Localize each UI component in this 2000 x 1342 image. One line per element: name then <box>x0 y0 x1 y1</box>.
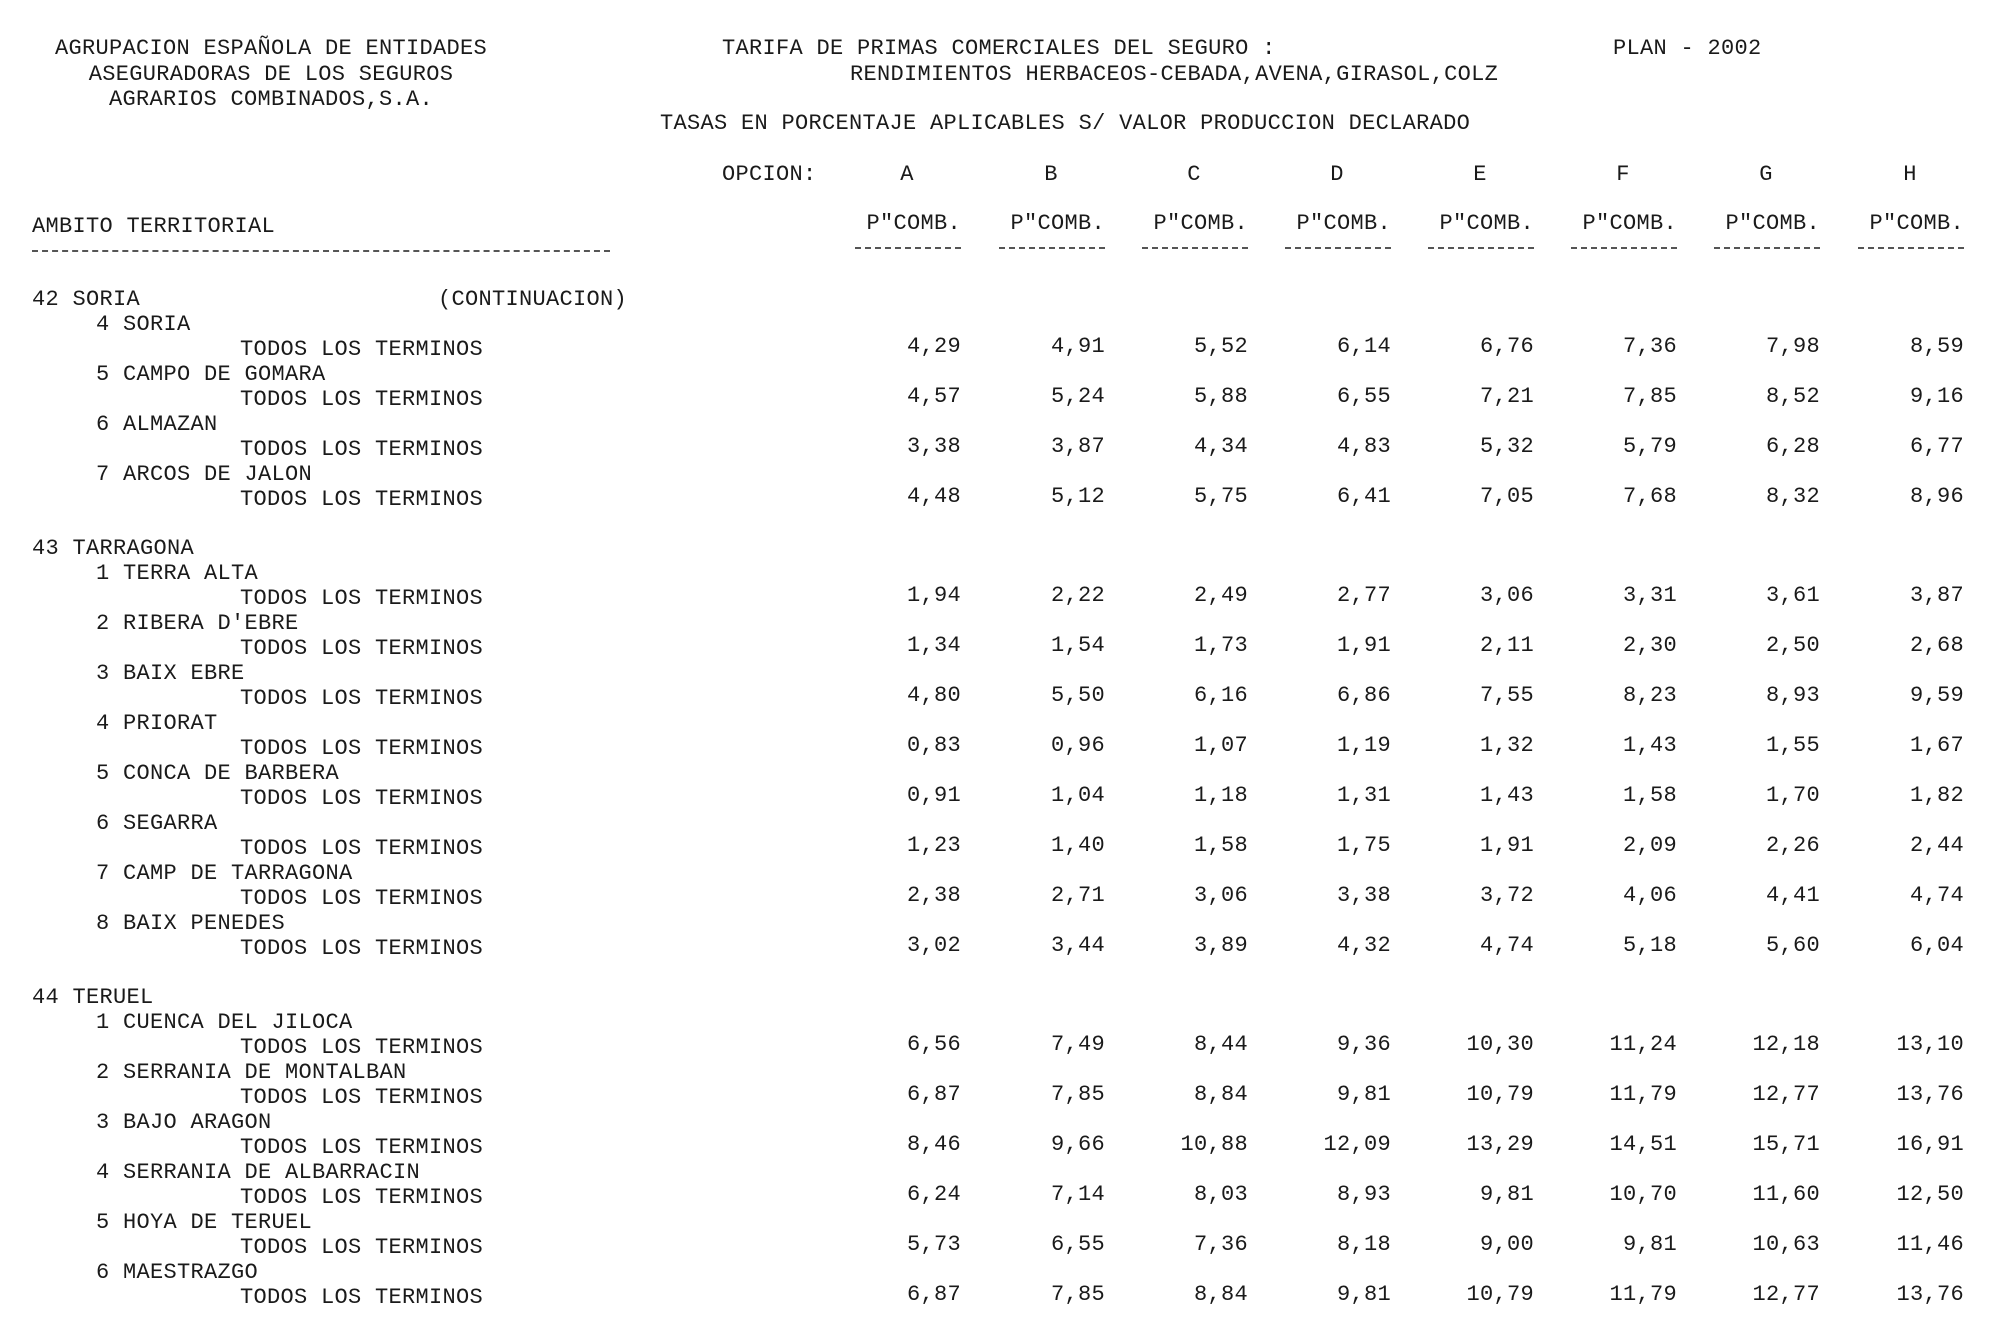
rate-cell-d: 8,93 <box>1336 1182 1391 1207</box>
tasas-heading: TASAS EN PORCENTAJE APLICABLES S/ VALOR PRODUCCION DECLARADO <box>660 111 1471 136</box>
comarca-name: 5 HOYA DE TERUEL <box>96 1210 313 1235</box>
column-header-f: P"COMB. <box>1582 211 1677 236</box>
rate-cell-g: 8,52 <box>1765 384 1820 409</box>
term-label: TODOS LOS TERMINOS <box>240 1035 484 1060</box>
option-letter-c: C <box>1187 162 1201 187</box>
rate-cell-h: 2,68 <box>1909 633 1964 658</box>
rate-cell-h: 9,59 <box>1909 683 1964 708</box>
comarca-name: 5 CAMPO DE GOMARA <box>96 362 326 387</box>
rate-cell-c: 8,03 <box>1193 1182 1248 1207</box>
term-label: TODOS LOS TERMINOS <box>240 487 484 512</box>
rate-cell-b: 7,49 <box>1050 1032 1105 1057</box>
rate-cell-h: 1,82 <box>1909 783 1964 808</box>
rate-cell-b: 9,66 <box>1050 1132 1105 1157</box>
rate-cell-g: 7,98 <box>1765 334 1820 359</box>
rate-cell-f: 11,24 <box>1609 1032 1677 1057</box>
comarca-name: 3 BAJO ARAGON <box>96 1110 272 1135</box>
comarca-name: 4 SERRANIA DE ALBARRACIN <box>96 1160 421 1185</box>
rate-cell-g: 6,28 <box>1765 434 1820 459</box>
province-heading: 42 SORIA <box>32 287 141 312</box>
rate-cell-h: 2,44 <box>1909 833 1964 858</box>
rate-cell-b: 3,44 <box>1050 933 1105 958</box>
province-heading: 43 TARRAGONA <box>32 536 195 561</box>
rate-cell-c: 8,84 <box>1193 1082 1248 1107</box>
rate-cell-f: 1,43 <box>1622 733 1677 758</box>
org-line-2: ASEGURADORAS DE LOS SEGUROS <box>88 62 454 87</box>
rate-cell-e: 10,30 <box>1466 1032 1534 1057</box>
rate-cell-h: 6,77 <box>1909 434 1964 459</box>
rate-cell-e: 4,74 <box>1479 933 1534 958</box>
rate-cell-a: 8,46 <box>906 1132 961 1157</box>
rate-cell-e: 7,05 <box>1479 484 1534 509</box>
rate-cell-c: 3,89 <box>1193 933 1248 958</box>
org-line-3: AGRARIOS COMBINADOS,S.A. <box>108 87 434 112</box>
rate-cell-b: 1,04 <box>1050 783 1105 808</box>
comarca-name: 7 ARCOS DE JALON <box>96 462 313 487</box>
rate-cell-g: 11,60 <box>1752 1182 1820 1207</box>
rate-cell-a: 0,83 <box>906 733 961 758</box>
rate-cell-d: 12,09 <box>1323 1132 1391 1157</box>
option-letter-h: H <box>1903 162 1917 187</box>
rate-cell-a: 6,24 <box>906 1182 961 1207</box>
rate-cell-a: 3,02 <box>906 933 961 958</box>
rate-cell-g: 3,61 <box>1765 583 1820 608</box>
rate-cell-e: 7,21 <box>1479 384 1534 409</box>
org-line-1: AGRUPACION ESPAÑOLA DE ENTIDADES <box>54 36 488 61</box>
rate-cell-b: 3,87 <box>1050 434 1105 459</box>
rate-cell-d: 2,77 <box>1336 583 1391 608</box>
rate-cell-h: 13,10 <box>1896 1032 1964 1057</box>
column-header-c: P"COMB. <box>1153 211 1248 236</box>
term-label: TODOS LOS TERMINOS <box>240 786 484 811</box>
rate-cell-e: 1,43 <box>1479 783 1534 808</box>
plan-label: PLAN - 2002 <box>1613 36 1762 61</box>
rate-cell-e: 6,76 <box>1479 334 1534 359</box>
column-underline-h <box>1858 247 1964 249</box>
option-letter-b: B <box>1044 162 1058 187</box>
term-label: TODOS LOS TERMINOS <box>240 1085 484 1110</box>
term-label: TODOS LOS TERMINOS <box>240 586 484 611</box>
rate-cell-c: 5,75 <box>1193 484 1248 509</box>
rate-cell-a: 4,80 <box>906 683 961 708</box>
comarca-name: 1 CUENCA DEL JILOCA <box>96 1010 353 1035</box>
rate-cell-f: 7,85 <box>1622 384 1677 409</box>
comarca-name: 4 SORIA <box>96 312 191 337</box>
rate-cell-d: 6,55 <box>1336 384 1391 409</box>
rate-cell-d: 1,91 <box>1336 633 1391 658</box>
rate-cell-d: 1,19 <box>1336 733 1391 758</box>
term-label: TODOS LOS TERMINOS <box>240 1135 484 1160</box>
option-letter-d: D <box>1330 162 1344 187</box>
rate-cell-h: 13,76 <box>1896 1082 1964 1107</box>
rate-cell-e: 9,81 <box>1479 1182 1534 1207</box>
rate-cell-a: 4,29 <box>906 334 961 359</box>
rate-cell-g: 4,41 <box>1765 883 1820 908</box>
comarca-name: 5 CONCA DE BARBERA <box>96 761 340 786</box>
rate-cell-c: 2,49 <box>1193 583 1248 608</box>
rate-cell-c: 1,18 <box>1193 783 1248 808</box>
column-header-a: P"COMB. <box>866 211 961 236</box>
rate-cell-c: 6,16 <box>1193 683 1248 708</box>
rate-cell-f: 2,30 <box>1622 633 1677 658</box>
column-header-h: P"COMB. <box>1869 211 1964 236</box>
column-header-d: P"COMB. <box>1296 211 1391 236</box>
rate-cell-a: 6,87 <box>906 1082 961 1107</box>
rate-cell-f: 3,31 <box>1622 583 1677 608</box>
column-underline-f <box>1571 247 1677 249</box>
rate-cell-h: 13,76 <box>1896 1282 1964 1307</box>
opcion-label: OPCION: <box>722 162 817 187</box>
rate-cell-a: 2,38 <box>906 883 961 908</box>
rate-cell-b: 7,85 <box>1050 1082 1105 1107</box>
rate-cell-e: 13,29 <box>1466 1132 1534 1157</box>
tarifa-subtitle: RENDIMIENTOS HERBACEOS-CEBADA,AVENA,GIRASOL,COLZ <box>850 62 1499 87</box>
rate-cell-a: 6,56 <box>906 1032 961 1057</box>
rate-cell-g: 2,26 <box>1765 833 1820 858</box>
rate-cell-e: 3,06 <box>1479 583 1534 608</box>
rate-cell-f: 4,06 <box>1622 883 1677 908</box>
rate-cell-a: 5,73 <box>906 1232 961 1257</box>
column-header-e: P"COMB. <box>1439 211 1534 236</box>
rate-cell-h: 3,87 <box>1909 583 1964 608</box>
comarca-name: 1 TERRA ALTA <box>96 561 259 586</box>
rate-cell-c: 7,36 <box>1193 1232 1248 1257</box>
term-label: TODOS LOS TERMINOS <box>240 686 484 711</box>
option-letter-e: E <box>1473 162 1487 187</box>
rate-cell-c: 10,88 <box>1180 1132 1248 1157</box>
rate-cell-g: 12,77 <box>1752 1082 1820 1107</box>
option-letter-g: G <box>1759 162 1773 187</box>
rate-cell-d: 9,81 <box>1336 1082 1391 1107</box>
rate-cell-a: 3,38 <box>906 434 961 459</box>
rate-cell-d: 3,38 <box>1336 883 1391 908</box>
rate-cell-e: 5,32 <box>1479 434 1534 459</box>
rate-cell-a: 1,34 <box>906 633 961 658</box>
comarca-name: 4 PRIORAT <box>96 711 218 736</box>
rate-cell-h: 9,16 <box>1909 384 1964 409</box>
column-underline-a <box>855 247 961 249</box>
tarifa-title: TARIFA DE PRIMAS COMERCIALES DEL SEGURO : <box>722 36 1276 61</box>
rate-cell-f: 10,70 <box>1609 1182 1677 1207</box>
rate-cell-g: 15,71 <box>1752 1132 1820 1157</box>
rate-cell-c: 1,58 <box>1193 833 1248 858</box>
rate-cell-a: 4,57 <box>906 384 961 409</box>
rate-cell-a: 4,48 <box>906 484 961 509</box>
rate-cell-b: 5,50 <box>1050 683 1105 708</box>
rate-cell-b: 7,85 <box>1050 1282 1105 1307</box>
province-heading: 44 TERUEL <box>32 985 154 1010</box>
rate-cell-h: 1,67 <box>1909 733 1964 758</box>
rate-cell-f: 11,79 <box>1609 1082 1677 1107</box>
rate-cell-a: 1,23 <box>906 833 961 858</box>
term-label: TODOS LOS TERMINOS <box>240 337 484 362</box>
rate-cell-e: 2,11 <box>1479 633 1534 658</box>
column-underline-g <box>1714 247 1820 249</box>
column-underline-d <box>1285 247 1391 249</box>
column-header-b: P"COMB. <box>1010 211 1105 236</box>
rate-cell-b: 0,96 <box>1050 733 1105 758</box>
rate-cell-g: 1,70 <box>1765 783 1820 808</box>
comarca-name: 3 BAIX EBRE <box>96 661 245 686</box>
comarca-name: 6 SEGARRA <box>96 811 218 836</box>
rate-cell-g: 12,18 <box>1752 1032 1820 1057</box>
term-label: TODOS LOS TERMINOS <box>240 1185 484 1210</box>
comarca-name: 8 BAIX PENEDES <box>96 911 286 936</box>
term-label: TODOS LOS TERMINOS <box>240 387 484 412</box>
rate-cell-b: 1,54 <box>1050 633 1105 658</box>
rate-cell-e: 1,32 <box>1479 733 1534 758</box>
term-label: TODOS LOS TERMINOS <box>240 936 484 961</box>
rate-cell-c: 3,06 <box>1193 883 1248 908</box>
rate-cell-b: 2,71 <box>1050 883 1105 908</box>
rate-cell-c: 4,34 <box>1193 434 1248 459</box>
rate-cell-d: 8,18 <box>1336 1232 1391 1257</box>
comarca-name: 6 ALMAZAN <box>96 412 218 437</box>
rate-cell-h: 12,50 <box>1896 1182 1964 1207</box>
rate-cell-h: 11,46 <box>1896 1232 1964 1257</box>
rate-cell-c: 8,44 <box>1193 1032 1248 1057</box>
option-letter-a: A <box>900 162 914 187</box>
comarca-name: 6 MAESTRAZGO <box>96 1260 259 1285</box>
rate-cell-g: 8,32 <box>1765 484 1820 509</box>
rate-cell-a: 0,91 <box>906 783 961 808</box>
column-underline-e <box>1428 247 1534 249</box>
rate-cell-f: 7,68 <box>1622 484 1677 509</box>
rate-cell-d: 6,86 <box>1336 683 1391 708</box>
rate-cell-e: 3,72 <box>1479 883 1534 908</box>
rate-cell-d: 1,75 <box>1336 833 1391 858</box>
rate-cell-g: 10,63 <box>1752 1232 1820 1257</box>
rate-cell-f: 2,09 <box>1622 833 1677 858</box>
rate-cell-h: 4,74 <box>1909 883 1964 908</box>
column-underline-c <box>1142 247 1248 249</box>
term-label: TODOS LOS TERMINOS <box>240 886 484 911</box>
term-label: TODOS LOS TERMINOS <box>240 836 484 861</box>
term-label: TODOS LOS TERMINOS <box>240 437 484 462</box>
rate-cell-f: 5,79 <box>1622 434 1677 459</box>
rate-cell-c: 5,88 <box>1193 384 1248 409</box>
rate-cell-b: 7,14 <box>1050 1182 1105 1207</box>
comarca-name: 2 SERRANIA DE MONTALBAN <box>96 1060 407 1085</box>
comarca-name: 2 RIBERA D'EBRE <box>96 611 299 636</box>
rate-cell-d: 4,32 <box>1336 933 1391 958</box>
rate-cell-g: 2,50 <box>1765 633 1820 658</box>
rate-cell-e: 1,91 <box>1479 833 1534 858</box>
rate-cell-h: 6,04 <box>1909 933 1964 958</box>
rate-cell-g: 1,55 <box>1765 733 1820 758</box>
rate-cell-b: 4,91 <box>1050 334 1105 359</box>
term-label: TODOS LOS TERMINOS <box>240 636 484 661</box>
rate-cell-c: 1,07 <box>1193 733 1248 758</box>
ambito-underline <box>32 250 610 252</box>
rate-cell-d: 6,14 <box>1336 334 1391 359</box>
rate-cell-h: 16,91 <box>1896 1132 1964 1157</box>
column-underline-b <box>999 247 1105 249</box>
rate-cell-c: 5,52 <box>1193 334 1248 359</box>
rate-cell-b: 1,40 <box>1050 833 1105 858</box>
rate-cell-c: 1,73 <box>1193 633 1248 658</box>
rate-cell-b: 2,22 <box>1050 583 1105 608</box>
rate-cell-d: 9,81 <box>1336 1282 1391 1307</box>
rate-cell-h: 8,96 <box>1909 484 1964 509</box>
rate-cell-b: 5,24 <box>1050 384 1105 409</box>
rate-cell-d: 4,83 <box>1336 434 1391 459</box>
column-header-g: P"COMB. <box>1725 211 1820 236</box>
rate-cell-e: 10,79 <box>1466 1282 1534 1307</box>
rate-cell-a: 1,94 <box>906 583 961 608</box>
rate-cell-d: 6,41 <box>1336 484 1391 509</box>
term-label: TODOS LOS TERMINOS <box>240 736 484 761</box>
comarca-name: 7 CAMP DE TARRAGONA <box>96 861 353 886</box>
rate-cell-a: 6,87 <box>906 1282 961 1307</box>
ambito-label: AMBITO TERRITORIAL <box>32 214 276 239</box>
province-note: (CONTINUACION) <box>438 287 628 312</box>
term-label: TODOS LOS TERMINOS <box>240 1235 484 1260</box>
rate-cell-d: 9,36 <box>1336 1032 1391 1057</box>
rate-cell-f: 7,36 <box>1622 334 1677 359</box>
rate-cell-f: 9,81 <box>1622 1232 1677 1257</box>
rate-cell-e: 9,00 <box>1479 1232 1534 1257</box>
rate-cell-h: 8,59 <box>1909 334 1964 359</box>
rate-cell-f: 5,18 <box>1622 933 1677 958</box>
rate-cell-b: 5,12 <box>1050 484 1105 509</box>
rate-cell-e: 10,79 <box>1466 1082 1534 1107</box>
term-label: TODOS LOS TERMINOS <box>240 1285 484 1310</box>
rate-cell-c: 8,84 <box>1193 1282 1248 1307</box>
rate-cell-f: 14,51 <box>1609 1132 1677 1157</box>
rate-cell-f: 1,58 <box>1622 783 1677 808</box>
rate-cell-g: 12,77 <box>1752 1282 1820 1307</box>
rate-cell-g: 8,93 <box>1765 683 1820 708</box>
option-letter-f: F <box>1616 162 1630 187</box>
rate-cell-d: 1,31 <box>1336 783 1391 808</box>
rate-cell-f: 11,79 <box>1609 1282 1677 1307</box>
rate-cell-b: 6,55 <box>1050 1232 1105 1257</box>
rate-cell-g: 5,60 <box>1765 933 1820 958</box>
rate-cell-e: 7,55 <box>1479 683 1534 708</box>
rate-cell-f: 8,23 <box>1622 683 1677 708</box>
